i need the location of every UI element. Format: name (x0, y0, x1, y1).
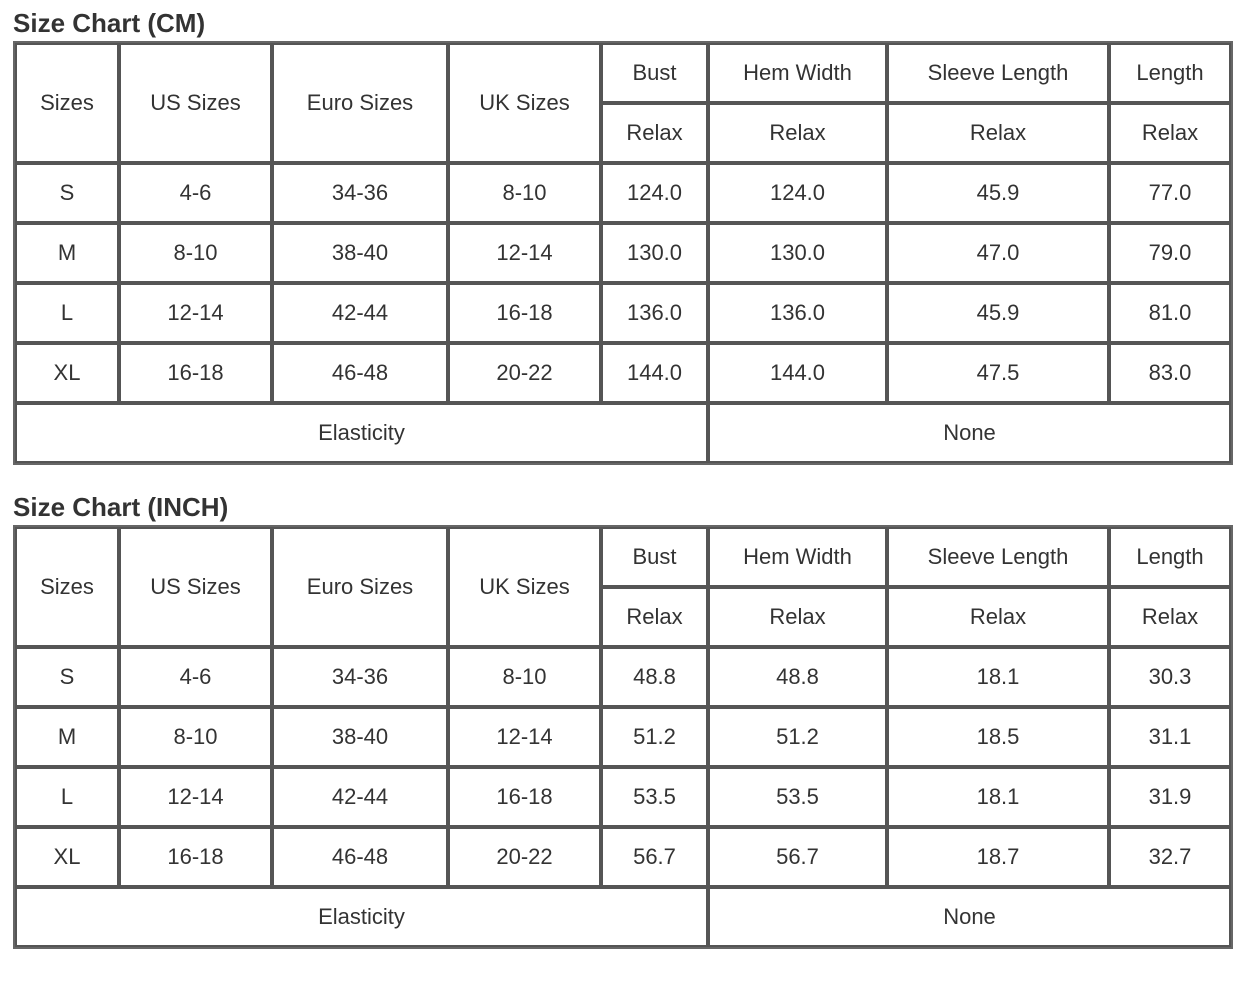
cell-length: 32.7 (1109, 827, 1231, 887)
cell-size: M (15, 707, 119, 767)
cell-bust: 144.0 (601, 343, 708, 403)
cell-us: 8-10 (119, 707, 272, 767)
header-sizes: Sizes (15, 527, 119, 647)
header-uk-sizes: UK Sizes (448, 527, 601, 647)
cell-uk: 20-22 (448, 343, 601, 403)
cell-size: M (15, 223, 119, 283)
header-row (15, 527, 1231, 587)
cell-bust: 130.0 (601, 223, 708, 283)
cell-size: L (15, 283, 119, 343)
table-row (15, 827, 1231, 887)
table-row (15, 163, 1231, 223)
cell-uk: 12-14 (448, 223, 601, 283)
cell-sleeve-length: 18.5 (887, 707, 1109, 767)
header-euro-sizes: Euro Sizes (272, 527, 448, 647)
cell-sleeve-length: 45.9 (887, 163, 1109, 223)
subheader-hem-relax: Relax (708, 587, 887, 647)
cell-length: 83.0 (1109, 343, 1231, 403)
cell-euro: 46-48 (272, 827, 448, 887)
cell-size: S (15, 647, 119, 707)
cell-us: 16-18 (119, 343, 272, 403)
table-row (15, 223, 1231, 283)
cell-euro: 42-44 (272, 767, 448, 827)
cell-euro: 38-40 (272, 707, 448, 767)
header-row (15, 43, 1231, 103)
cell-length: 79.0 (1109, 223, 1231, 283)
subheader-hem-relax: Relax (708, 103, 887, 163)
elasticity-value: None (708, 403, 1231, 463)
cell-hem-width: 124.0 (708, 163, 887, 223)
elasticity-value: None (708, 887, 1231, 947)
cell-length: 77.0 (1109, 163, 1231, 223)
cell-bust: 56.7 (601, 827, 708, 887)
cell-us: 16-18 (119, 827, 272, 887)
elasticity-row (15, 403, 1231, 463)
cell-uk: 12-14 (448, 707, 601, 767)
cell-hem-width: 130.0 (708, 223, 887, 283)
cell-length: 81.0 (1109, 283, 1231, 343)
subheader-bust-relax: Relax (601, 103, 708, 163)
table-row (15, 707, 1231, 767)
cell-euro: 46-48 (272, 343, 448, 403)
cell-hem-width: 48.8 (708, 647, 887, 707)
header-hem-width: Hem Width (708, 527, 887, 587)
cell-bust: 48.8 (601, 647, 708, 707)
cell-us: 8-10 (119, 223, 272, 283)
cell-hem-width: 51.2 (708, 707, 887, 767)
header-uk-sizes: UK Sizes (448, 43, 601, 163)
table-row (15, 343, 1231, 403)
cell-bust: 51.2 (601, 707, 708, 767)
cell-sleeve-length: 18.7 (887, 827, 1109, 887)
cell-hem-width: 144.0 (708, 343, 887, 403)
header-bust: Bust (601, 527, 708, 587)
subheader-length-relax: Relax (1109, 587, 1231, 647)
cell-size: L (15, 767, 119, 827)
cell-hem-width: 56.7 (708, 827, 887, 887)
cell-size: XL (15, 343, 119, 403)
size-chart-inch-table (13, 525, 1233, 949)
cell-sleeve-length: 45.9 (887, 283, 1109, 343)
elasticity-label: Elasticity (15, 887, 708, 947)
cell-uk: 8-10 (448, 163, 601, 223)
cell-sleeve-length: 18.1 (887, 767, 1109, 827)
cell-sleeve-length: 47.5 (887, 343, 1109, 403)
cell-us: 12-14 (119, 283, 272, 343)
cell-length: 30.3 (1109, 647, 1231, 707)
cell-length: 31.9 (1109, 767, 1231, 827)
elasticity-row (15, 887, 1231, 947)
subheader-sleeve-relax: Relax (887, 587, 1109, 647)
subheader-bust-relax: Relax (601, 587, 708, 647)
table-row (15, 283, 1231, 343)
cell-size: XL (15, 827, 119, 887)
cell-bust: 53.5 (601, 767, 708, 827)
cell-bust: 124.0 (601, 163, 708, 223)
cell-hem-width: 53.5 (708, 767, 887, 827)
cell-euro: 34-36 (272, 647, 448, 707)
cell-us: 4-6 (119, 163, 272, 223)
table-row (15, 767, 1231, 827)
size-chart-cm-title: Size Chart (CM) (13, 8, 206, 38)
cell-euro: 38-40 (272, 223, 448, 283)
cell-uk: 8-10 (448, 647, 601, 707)
header-sizes: Sizes (15, 43, 119, 163)
subheader-length-relax: Relax (1109, 103, 1231, 163)
cell-size: S (15, 163, 119, 223)
subheader-sleeve-relax: Relax (887, 103, 1109, 163)
header-us-sizes: US Sizes (119, 43, 272, 163)
header-hem-width: Hem Width (708, 43, 887, 103)
cell-length: 31.1 (1109, 707, 1231, 767)
size-chart-inch-title: Size Chart (INCH) (13, 492, 229, 522)
header-sleeve-length: Sleeve Length (887, 43, 1109, 103)
size-chart-cm-table (13, 41, 1233, 465)
table-row (15, 647, 1231, 707)
header-bust: Bust (601, 43, 708, 103)
header-euro-sizes: Euro Sizes (272, 43, 448, 163)
cell-bust: 136.0 (601, 283, 708, 343)
cell-sleeve-length: 18.1 (887, 647, 1109, 707)
elasticity-label: Elasticity (15, 403, 708, 463)
header-length: Length (1109, 43, 1231, 103)
cell-hem-width: 136.0 (708, 283, 887, 343)
header-us-sizes: US Sizes (119, 527, 272, 647)
cell-uk: 16-18 (448, 283, 601, 343)
cell-uk: 20-22 (448, 827, 601, 887)
header-length: Length (1109, 527, 1231, 587)
cell-uk: 16-18 (448, 767, 601, 827)
cell-euro: 34-36 (272, 163, 448, 223)
cell-us: 12-14 (119, 767, 272, 827)
cell-euro: 42-44 (272, 283, 448, 343)
header-sleeve-length: Sleeve Length (887, 527, 1109, 587)
cell-sleeve-length: 47.0 (887, 223, 1109, 283)
cell-us: 4-6 (119, 647, 272, 707)
